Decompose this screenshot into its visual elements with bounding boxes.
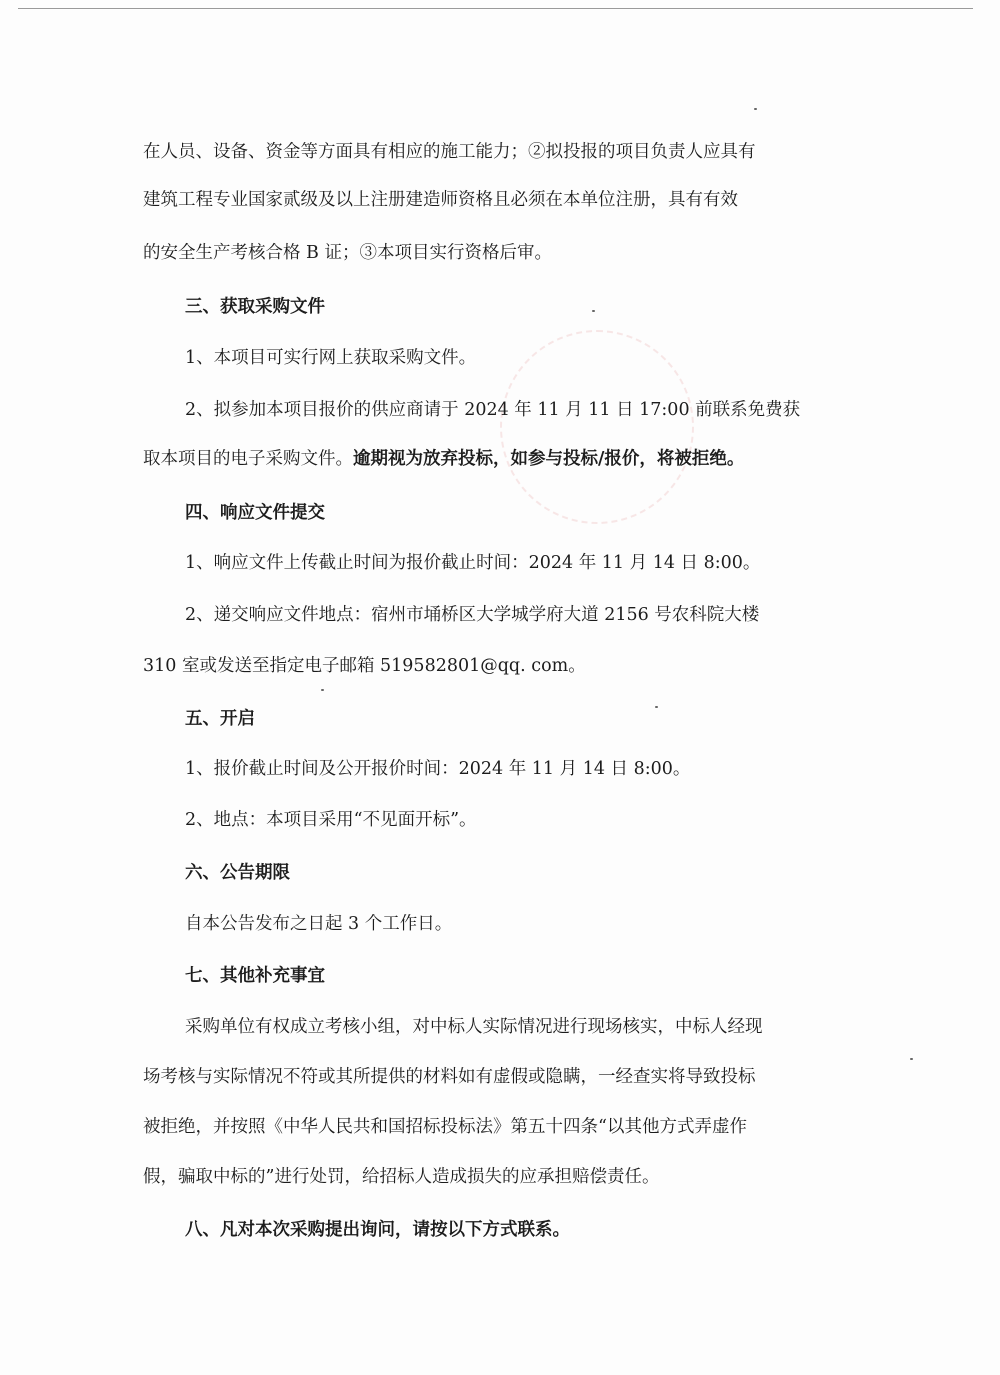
section4-item-1: 1、响应文件上传截止时间为报价截止时间：2024 年 11 月 14 日 8:00。	[185, 553, 761, 573]
body-line-1: 在人员、设备、资金等方面具有相应的施工能力；②拟投报的项目负责人应具有	[143, 142, 756, 162]
section7-line-2: 场考核与实际情况不符或其所提供的材料如有虚假或隐瞒，一经查实将导致投标	[143, 1067, 756, 1087]
section-heading-3: 三、获取采购文件	[185, 297, 325, 317]
section3-item-2-cont	[143, 446, 843, 472]
section4-item-2-cont: 310 室或发送至指定电子邮箱 519582801@qq. com。	[143, 656, 586, 676]
section4-item-2: 2、递交响应文件地点：宿州市埇桥区大学城学府大道 2156 号农科院大楼	[185, 605, 760, 625]
scan-speck	[321, 689, 324, 691]
section7-line-4: 假，骗取中标的”进行处罚，给招标人造成损失的应承担赔偿责任。	[143, 1167, 660, 1187]
section-heading-8: 八、凡对本次采购提出询问，请按以下方式联系。	[185, 1220, 570, 1240]
scan-speck	[592, 310, 595, 312]
scan-edge-line	[18, 8, 973, 9]
scan-speck	[655, 706, 658, 708]
section-heading-5: 五、开启	[185, 709, 255, 729]
section7-line-3: 被拒绝，并按照《中华人民共和国招标投标法》第五十四条“以其他方式弄虚作	[143, 1117, 747, 1137]
section6-text: 自本公告发布之日起 3 个工作日。	[185, 914, 453, 934]
body-line-3: 的安全生产考核合格 B 证；③本项目实行资格后审。	[143, 243, 552, 263]
section3-item-1: 1、本项目可实行网上获取采购文件。	[185, 348, 477, 368]
section3-warning-text: 逾期视为放弃投标，如参与投标/报价，将被拒绝。	[353, 449, 745, 469]
body-line-2: 建筑工程专业国家贰级及以上注册建造师资格且必须在本单位注册，具有有效	[143, 190, 738, 210]
section-heading-6: 六、公告期限	[185, 863, 290, 883]
section-heading-7: 七、其他补充事宜	[185, 966, 325, 986]
scan-speck	[910, 1058, 913, 1060]
section3-item-2-text: 取本项目的电子采购文件。	[143, 449, 353, 469]
section5-item-2: 2、地点：本项目采用“不见面开标”。	[185, 810, 477, 830]
section5-item-1: 1、报价截止时间及公开报价时间：2024 年 11 月 14 日 8:00。	[185, 759, 691, 779]
scan-speck	[754, 108, 757, 110]
section7-line-1: 采购单位有权成立考核小组，对中标人实际情况进行现场核实，中标人经现	[185, 1017, 763, 1037]
section-heading-4: 四、响应文件提交	[185, 503, 325, 523]
section3-item-2: 2、拟参加本项目报价的供应商请于 2024 年 11 月 11 日 17:00 前联系免费获	[185, 400, 801, 420]
